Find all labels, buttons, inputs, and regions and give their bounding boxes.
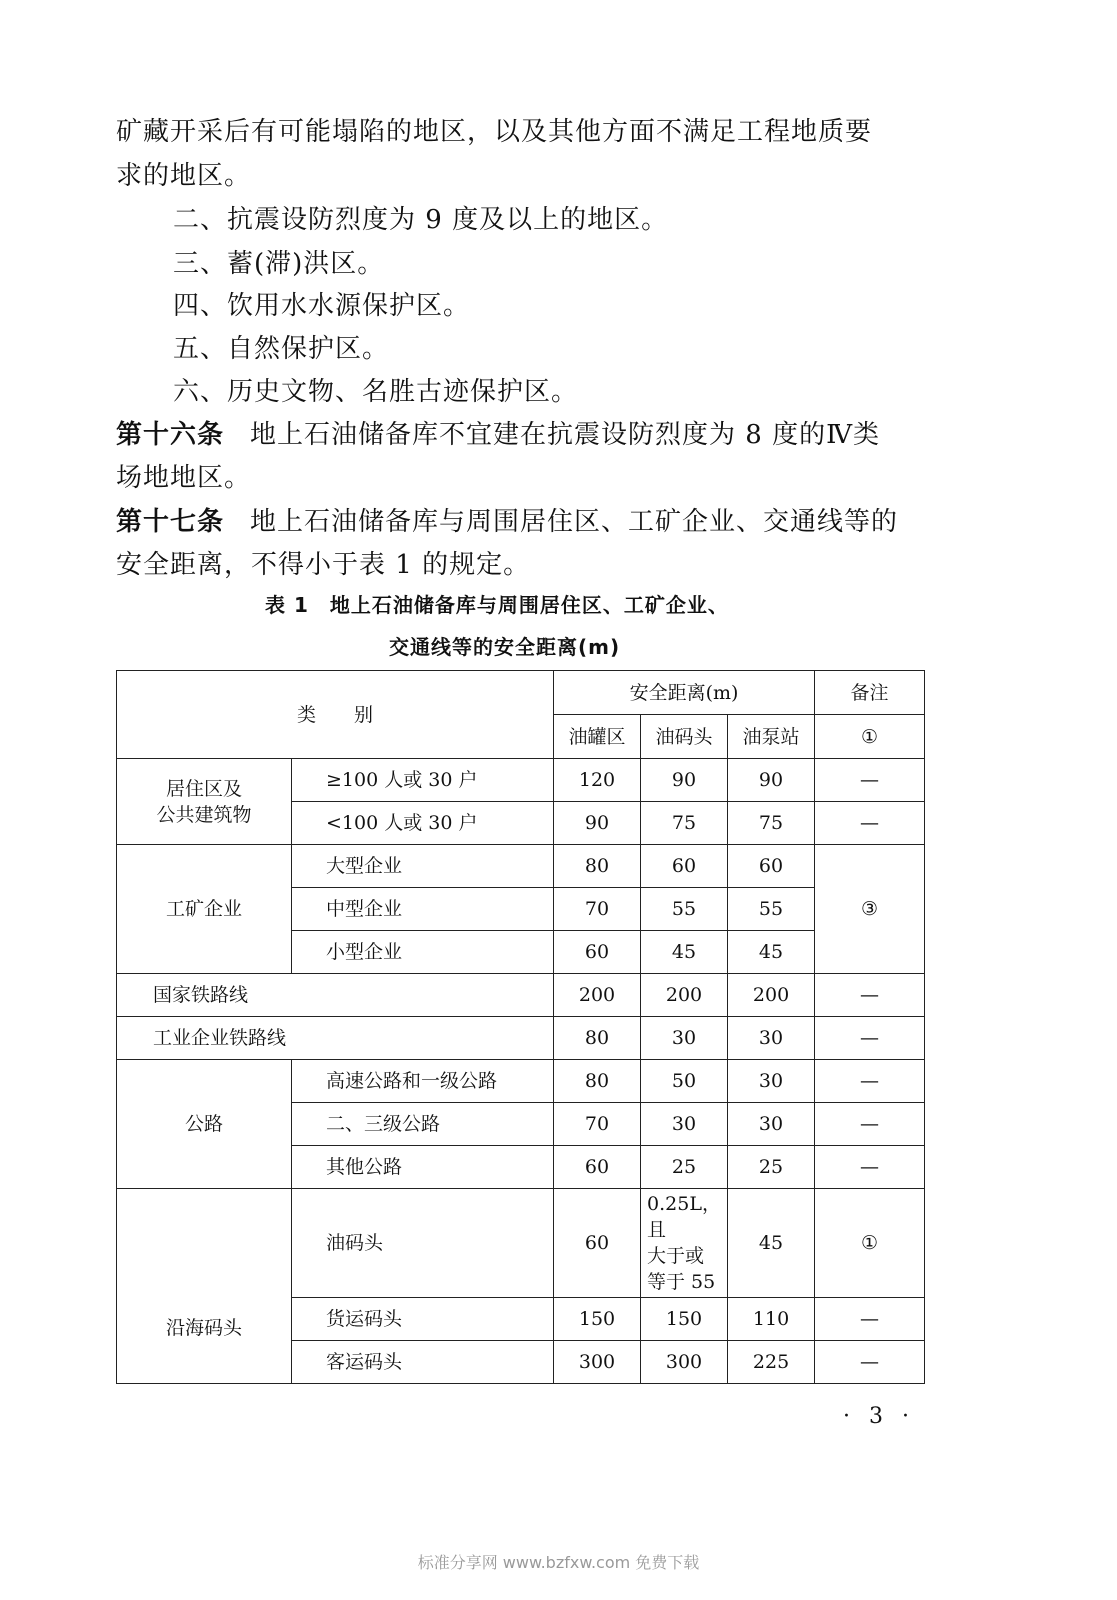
cell: — [815,802,925,845]
safety-distance-table [116,670,925,1384]
article-text: 地上石油储备库与周围居住区、工矿企业、交通线等的 [250,507,899,537]
row-sub: 工业企业铁路线 [117,1017,554,1060]
group-residential: 居住区及 公共建筑物 [117,759,292,845]
cell: 55 [641,888,728,931]
cell: 25 [641,1146,728,1189]
cell: 110 [728,1298,815,1341]
page-number: · 3 · [843,1404,915,1429]
cell: 300 [554,1341,641,1384]
row-sub: 国家铁路线 [117,974,554,1017]
cell: 60 [554,931,641,974]
list-item: 三、蓄(滞)洪区。 [173,249,385,279]
table-row [117,974,925,1017]
header-pump-station: 油泵站 [728,715,815,759]
cell: 90 [641,759,728,802]
cell: 60 [728,845,815,888]
cell: 200 [554,974,641,1017]
cell: 200 [728,974,815,1017]
row-sub: 高速公路和一级公路 [292,1060,554,1103]
row-sub: 小型企业 [292,931,554,974]
cell: — [815,1017,925,1060]
cell: 60 [554,1189,641,1298]
article-text: 地上石油储备库不宜建在抗震设防烈度为 8 度的Ⅳ类 [250,420,881,450]
cell: 80 [554,1060,641,1103]
article-label: 第十六条 [116,420,225,450]
cell: — [815,1060,925,1103]
cell: 45 [641,931,728,974]
cell: 30 [728,1017,815,1060]
list-item: 四、饮用水水源保护区。 [173,291,471,321]
table-row [117,1017,925,1060]
row-sub: ≥100 人或 30 户 [292,759,554,802]
cell: ① [815,1189,925,1298]
row-sub: 二、三级公路 [292,1103,554,1146]
article-16-cont: 场地地区。 [116,463,252,493]
cell: 70 [554,888,641,931]
cell: 75 [641,802,728,845]
cell: 300 [641,1341,728,1384]
cell: — [815,974,925,1017]
header-remark-mark: ① [815,715,925,759]
cell: 30 [641,1103,728,1146]
cell: ③ [815,845,925,974]
header-oil-wharf: 油码头 [641,715,728,759]
table-row [117,1060,925,1103]
cell: 30 [728,1060,815,1103]
list-item: 二、抗震设防烈度为 9 度及以上的地区。 [173,205,669,235]
cell: 45 [728,931,815,974]
list-item: 五、自然保护区。 [173,334,390,364]
list-item: 六、历史文物、名胜古迹保护区。 [173,377,579,407]
paragraph-line: 求的地区。 [116,161,252,191]
cell: 150 [641,1298,728,1341]
cell: — [815,1146,925,1189]
cell: — [815,759,925,802]
cell: 45 [728,1189,815,1298]
row-sub: 油码头 [292,1189,554,1298]
table-row [117,1189,925,1298]
group-road: 公路 [117,1060,292,1189]
cell: 225 [728,1341,815,1384]
cell: 150 [554,1298,641,1341]
paragraph-line: 矿藏开采后有可能塌陷的地区，以及其他方面不满足工程地质要 [116,117,873,147]
cell: 90 [554,802,641,845]
row-sub: 其他公路 [292,1146,554,1189]
row-sub: 货运码头 [292,1298,554,1341]
cell: 200 [641,974,728,1017]
cell: 50 [641,1060,728,1103]
cell: 0.25L，且 大于或 等于 55 [641,1189,728,1298]
group-industrial: 工矿企业 [117,845,292,974]
article-16 [116,419,880,451]
cell: 80 [554,1017,641,1060]
cell: 70 [554,1103,641,1146]
table-caption-cont: 交通线等的安全距离(m) [389,635,621,659]
row-sub: 中型企业 [292,888,554,931]
header-safety-distance: 安全距离(m) [554,671,815,715]
header-remark: 备注 [815,671,925,715]
article-17-cont: 安全距离，不得小于表 1 的规定。 [116,550,531,580]
cell: 25 [728,1146,815,1189]
row-sub: 大型企业 [292,845,554,888]
row-sub: <100 人或 30 户 [292,802,554,845]
header-category: 类 别 [117,671,554,759]
article-label: 第十七条 [116,507,225,537]
cell: — [815,1298,925,1341]
cell: 30 [728,1103,815,1146]
watermark: 标准分享网 www.bzfxw.com 免费下载 [417,1553,700,1572]
group-wharf: 沿海码头 [117,1189,292,1384]
article-17 [116,506,898,538]
table-caption: 表 1 地上石油储备库与周围居住区、工矿企业、 [265,593,729,617]
cell: 60 [641,845,728,888]
cell: — [815,1341,925,1384]
cell: 55 [728,888,815,931]
row-sub: 客运码头 [292,1341,554,1384]
table-row [117,845,925,888]
table-row [117,759,925,802]
cell: 120 [554,759,641,802]
cell: 90 [728,759,815,802]
cell: 80 [554,845,641,888]
cell: 30 [641,1017,728,1060]
cell: — [815,1103,925,1146]
cell: 75 [728,802,815,845]
header-tank-area: 油罐区 [554,715,641,759]
cell: 60 [554,1146,641,1189]
